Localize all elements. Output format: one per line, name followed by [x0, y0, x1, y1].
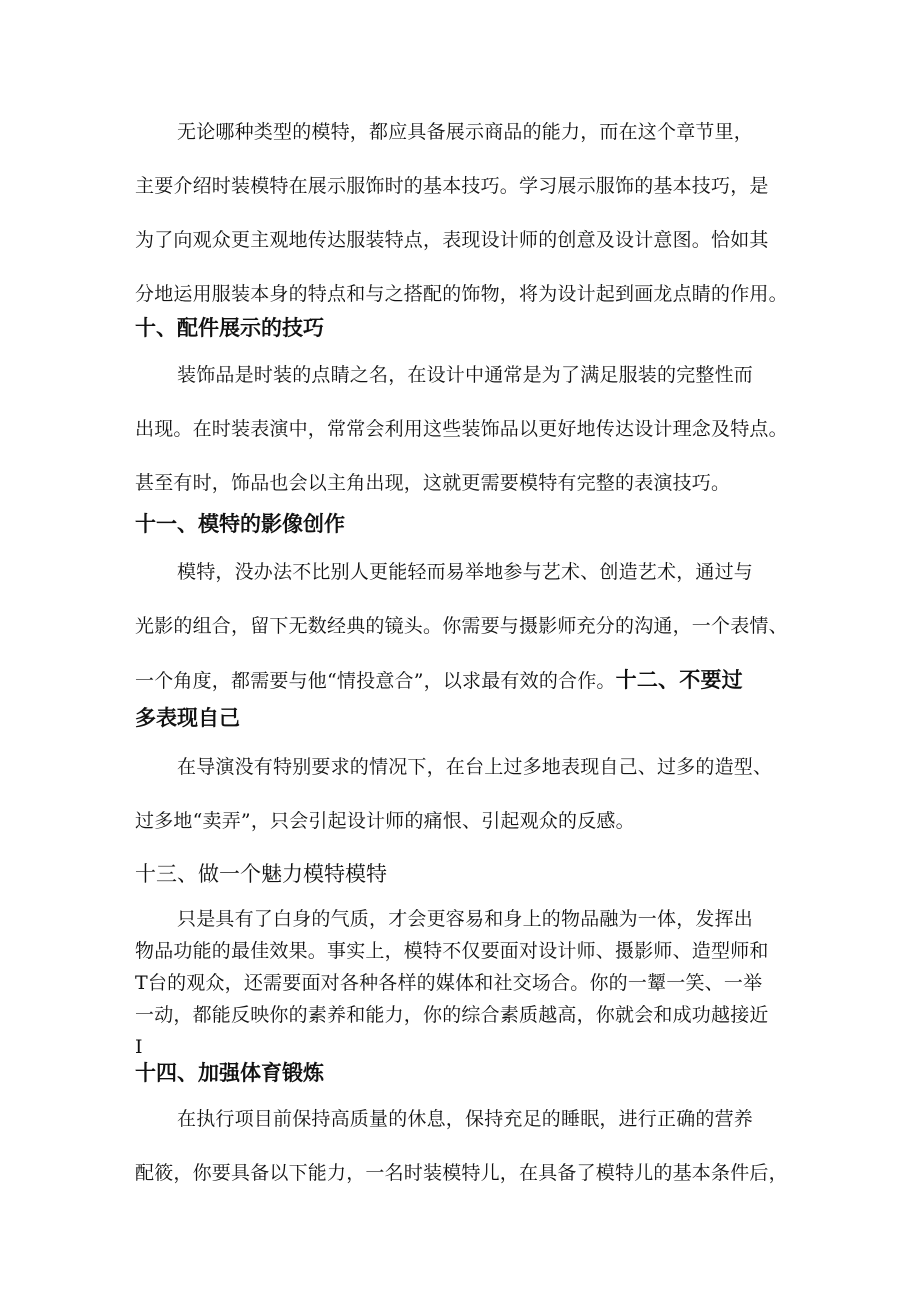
section-heading-11: 十一、模特的影像创作 [135, 512, 345, 536]
text-line: 只是具有了白身的气质，才会更容易和身上的物品融为一体，发挥出 [177, 908, 754, 930]
section-13-paragraph [135, 903, 795, 1063]
text-line: 主要介绍时装模特在展示服饰时的基本技巧。学习展示服饰的基本技巧，是 [135, 175, 769, 197]
section-12-paragraph [135, 740, 795, 848]
text-line: I [135, 1036, 143, 1058]
text-line: 配筱，你要具备以下能力，一名时装模特儿，在具备了模特儿的基本条件后， [135, 1162, 788, 1184]
section-heading-13: 十三、做一个魅力模特模特 [135, 862, 387, 886]
text-line: 在导演没有特别要求的情况下，在台上过多地表现自己、过多的造型、 [177, 756, 773, 778]
text-line: 分地运用服装本身的特点和与之搭配的饰物，将为设计起到画龙点睛的作用。 [135, 283, 788, 305]
text-line: 出现。在时装表演中，常常会利用这些装饰品以更好地传达设计理念及特点。 [135, 418, 788, 440]
text-line: 在执行项目前保持高质量的休息，保持充足的睡眠，进行正确的营养 [177, 1108, 754, 1130]
section-11-paragraph [135, 545, 795, 707]
section-heading-12-start: 十二、不要过 [615, 668, 743, 692]
text-segment: 一个角度，都需要与他“情投意合”，以求最有效的合作。 [135, 670, 616, 692]
intro-paragraph [135, 105, 795, 321]
text-line [135, 653, 795, 707]
section-10-paragraph [135, 348, 795, 510]
text-line: 无论哪种类型的模特，都应具备展示商品的能力，而在这个章节里， [177, 121, 754, 143]
section-14-paragraph [135, 1092, 795, 1200]
section-heading-14: 十四、加强体育锻炼 [135, 1061, 324, 1085]
text-line: 模特，没办法不比别人更能轻而易举地参与艺术、创造艺术，通过与 [177, 561, 754, 583]
text-line: T台的观众，还需要面对各种各样的媒体和社交场合。你的一颦一笑、一举 [135, 972, 763, 994]
text-line: 物品功能的最佳效果。事实上，模特不仅要面对设计师、摄影师、造型师和 [135, 940, 769, 962]
text-line: 过多地“卖弄”，只会引起设计师的痛恨、引起观众的反感。 [135, 810, 635, 832]
section-heading-10: 十、配件展示的技巧 [135, 316, 324, 340]
text-line: 甚至有时，饰品也会以主角出现，这就更需要模特有完整的表演技巧。 [135, 472, 731, 494]
section-heading-12-end: 多表现自己 [135, 706, 240, 730]
text-line: 为了向观众更主观地传达服装特点，表现设计师的创意及设计意图。恰如其 [135, 229, 769, 251]
text-line: 装饰品是时装的点睛之名，在设计中通常是为了满足服装的完整性而 [177, 364, 754, 386]
text-line: 一动，都能反映你的素养和能力，你的综合素质越高，你就会和成功越接近 [135, 1004, 769, 1026]
text-line: 光影的组合，留下无数经典的镜头。你需要与摄影师充分的沟通，一个表情、 [135, 615, 788, 637]
